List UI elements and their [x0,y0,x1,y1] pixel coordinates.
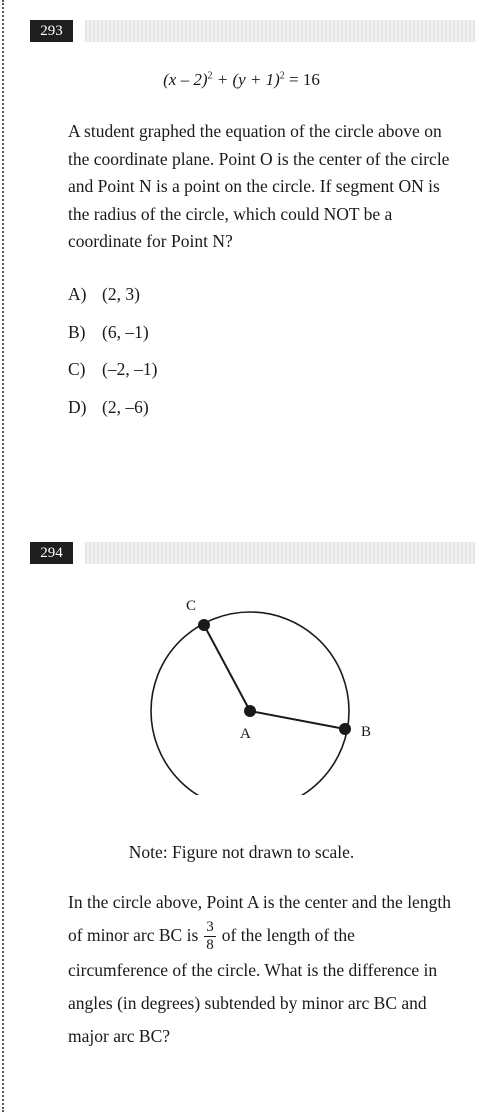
equation-part-1: (x – 2) [163,70,208,89]
question-text-after: of the length of the circumference of the circle. What is the difference in angles (in degrees) subtended by minor arc BC and major arc BC? [68,925,438,1047]
question-number-badge: 294 [30,542,73,564]
answer-choices [68,281,157,431]
equation-part-3: = 16 [284,70,320,89]
header-band [85,20,475,42]
choice-letter: A) [68,284,87,304]
choice-letter: B) [68,321,86,342]
choice-b[interactable] [68,319,157,357]
choice-letter: D) [68,396,87,417]
choice-value: (6, –1) [102,321,149,342]
page-edge-dotted-line [2,0,4,1112]
choice-d[interactable] [68,394,157,432]
question-text-before: In the circle above, Point A is the center and the length of minor arc BC is [68,892,451,945]
header-band [85,542,475,564]
question-293-header [30,20,475,42]
equation-exponent-1: 2 [207,70,213,82]
choice-a[interactable] [68,281,157,319]
label-c: C [186,598,197,614]
fraction-denominator: 8 [206,937,214,954]
center-point-a [244,705,256,717]
radius-ab [250,711,345,729]
figure-note: Note: Figure not drawn to scale. [128,842,355,862]
question-294-header [30,542,475,564]
fraction-numerator: 3 [206,919,214,936]
point-c [198,619,210,631]
equation-part-2: + (y + 1) [212,70,280,89]
radius-ac [204,625,250,711]
circle-equation [0,70,483,90]
question-number-badge: 293 [30,20,73,42]
choice-value: (2, –6) [102,396,149,417]
choice-letter: C) [68,359,86,379]
circle-figure [140,595,380,795]
circle-outline [151,612,349,795]
label-a: A [240,726,251,742]
fraction-three-eighths [204,919,216,954]
choice-value: (2, 3) [102,284,140,304]
question-293-text: A student graphed the equation of the circle above on the coordinate plane. Point O is the center of the circle and Point N is a point on the circle. If segment ON is the radius of the circle, which could NOT be a coordinate for Point N? [68,121,450,251]
point-b [339,723,351,735]
choice-value: (–2, –1) [102,359,158,379]
question-294-text [68,886,458,1053]
choice-c[interactable] [68,356,157,394]
label-b: B [361,724,372,740]
equation-exponent-2: 2 [279,70,285,82]
